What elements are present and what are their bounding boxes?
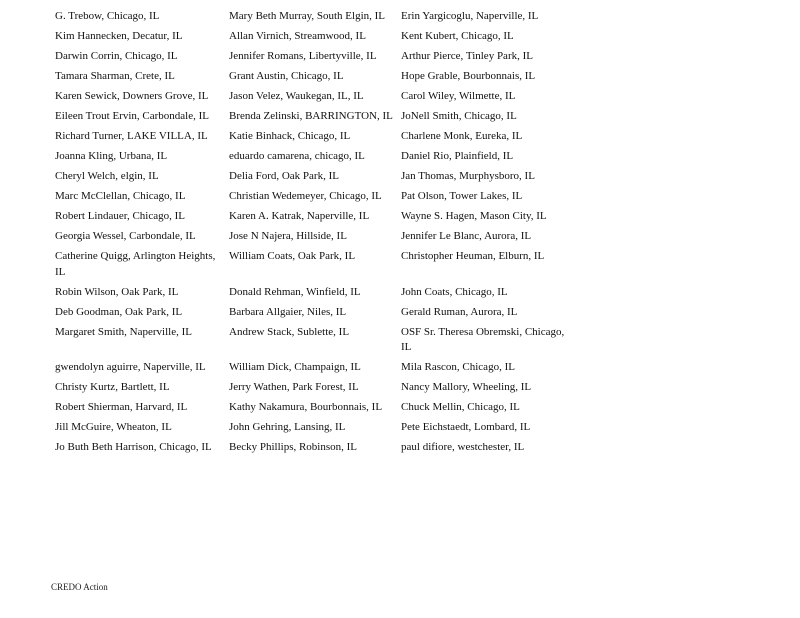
signer-entry: Hope Grable, Bourbonnais, IL [401,70,536,82]
signer-entry: Pat Olson, Tower Lakes, IL [401,190,523,202]
signer-entry: Darwin Corrin, Chicago, IL [55,50,178,62]
signer-row [55,89,571,109]
signer-row [55,29,571,49]
signer-entry: OSF Sr. Theresa Obremski, Chicago, IL [401,325,565,353]
signer-entry: Jan Thomas, Murphysboro, IL [401,170,535,182]
signer-row [55,109,571,129]
signer-entry: Jennifer Le Blanc, Aurora, IL [401,230,532,242]
signer-row [55,249,571,285]
signer-entry: Donald Rehman, Winfield, IL [229,285,361,298]
signer-row [55,189,571,209]
signer-entry: Jill McGuire, Wheaton, IL [55,421,172,433]
signer-row [55,209,571,229]
signer-entry: Jason Velez, Waukegan, IL, IL [229,90,364,102]
signer-entry: William Coats, Oak Park, IL [229,250,356,262]
signer-row [55,305,571,325]
signer-entry: Arthur Pierce, Tinley Park, IL [401,50,533,62]
signer-row [55,380,571,400]
signer-entry: Robin Wilson, Oak Park, IL [55,285,179,298]
signer-entry: JoNell Smith, Chicago, IL [401,110,517,122]
signer-entry: Karen Sewick, Downers Grove, IL [55,90,209,102]
signer-entry: Charlene Monk, Eureka, IL [401,130,523,142]
signer-entry: John Coats, Chicago, IL [401,285,508,298]
signer-entry: Christopher Heuman, Elburn, IL [401,250,545,262]
signer-entry: Christian Wedemeyer, Chicago, IL [229,190,382,202]
signer-entry: Pete Eichstaedt, Lombard, IL [401,421,531,433]
signer-row [55,400,571,420]
signer-entry: Chuck Mellin, Chicago, IL [401,401,520,413]
signer-entry: Cheryl Welch, elgin, IL [55,170,159,182]
document-footer: CREDO Action [51,582,108,592]
signer-entry: Catherine Quigg, Arlington Heights, IL [55,250,216,278]
signer-entry: John Gehring, Lansing, IL [229,421,346,433]
signer-entry: Katie Binhack, Chicago, IL [229,130,351,142]
signer-entry: Erin Yargicoglu, Naperville, IL [401,10,539,22]
signer-entry: Andrew Stack, Sublette, IL [229,325,350,338]
signer-row [55,9,571,29]
signer-row [55,420,571,440]
signer-entry: Robert Shierman, Harvard, IL [55,401,188,413]
signer-row [55,440,571,460]
signer-entry: Carol Wiley, Wilmette, IL [401,90,516,102]
signer-entry: Wayne S. Hagen, Mason City, IL [401,210,547,222]
signer-entry: Jennifer Romans, Libertyville, IL [229,50,377,62]
signer-entry: Deb Goodman, Oak Park, IL [55,305,183,318]
signer-entry: Christy Kurtz, Bartlett, IL [55,381,170,393]
signer-row [55,360,571,380]
signer-entry: Kathy Nakamura, Bourbonnais, IL [229,401,383,413]
signer-entry: Brenda Zelinski, BARRINGTON, IL [229,110,393,122]
signer-row [55,149,571,169]
signer-entry: Jose N Najera, Hillside, IL [229,230,347,242]
signer-entry: Jerry Wathen, Park Forest, IL [229,381,359,393]
signer-row [55,229,571,249]
signer-entry: Jo Buth Beth Harrison, Chicago, IL [55,441,212,453]
signer-entry: William Dick, Champaign, IL [229,361,361,373]
signer-table [55,9,571,460]
signer-row [55,285,571,305]
signer-entry: Mila Rascon, Chicago, IL [401,361,515,373]
signer-entry: Kent Kubert, Chicago, IL [401,30,514,42]
signer-entry: Mary Beth Murray, South Elgin, IL [229,10,386,22]
signer-entry: Tamara Sharman, Crete, IL [55,70,175,82]
signer-entry: Margaret Smith, Naperville, IL [55,325,192,338]
signer-entry: Eileen Trout Ervin, Carbondale, IL [55,110,209,122]
signer-entry: Becky Phillips, Robinson, IL [229,441,358,453]
signer-row [55,169,571,189]
signer-entry: Gerald Ruman, Aurora, IL [401,305,518,318]
signer-row [55,129,571,149]
signer-entry: paul difiore, westchester, IL [401,441,525,453]
signer-entry: eduardo camarena, chicago, IL [229,150,365,162]
signer-entry: Delia Ford, Oak Park, IL [229,170,339,182]
signer-entry: Robert Lindauer, Chicago, IL [55,210,185,222]
signer-entry: Karen A. Katrak, Naperville, IL [229,210,370,222]
signer-entry: Georgia Wessel, Carbondale, IL [55,230,196,242]
signer-entry: Kim Hannecken, Decatur, IL [55,30,183,42]
signer-entry: Joanna Kling, Urbana, IL [55,150,168,162]
signer-entry: Daniel Rio, Plainfield, IL [401,150,514,162]
signer-row [55,49,571,69]
signer-table-body [55,9,571,460]
signer-entry: gwendolyn aguirre, Naperville, IL [55,361,206,373]
signer-entry: Barbara Allgaier, Niles, IL [229,305,347,318]
signer-entry: Allan Virnich, Streamwood, IL [229,30,366,42]
signer-entry: Nancy Mallory, Wheeling, IL [401,381,532,393]
signer-entry: Richard Turner, LAKE VILLA, IL [55,130,208,142]
signer-row [55,69,571,89]
signer-row [55,325,571,361]
signer-entry: G. Trebow, Chicago, IL [55,10,160,22]
signer-entry: Grant Austin, Chicago, IL [229,70,344,82]
signer-entry: Marc McClellan, Chicago, IL [55,190,186,202]
